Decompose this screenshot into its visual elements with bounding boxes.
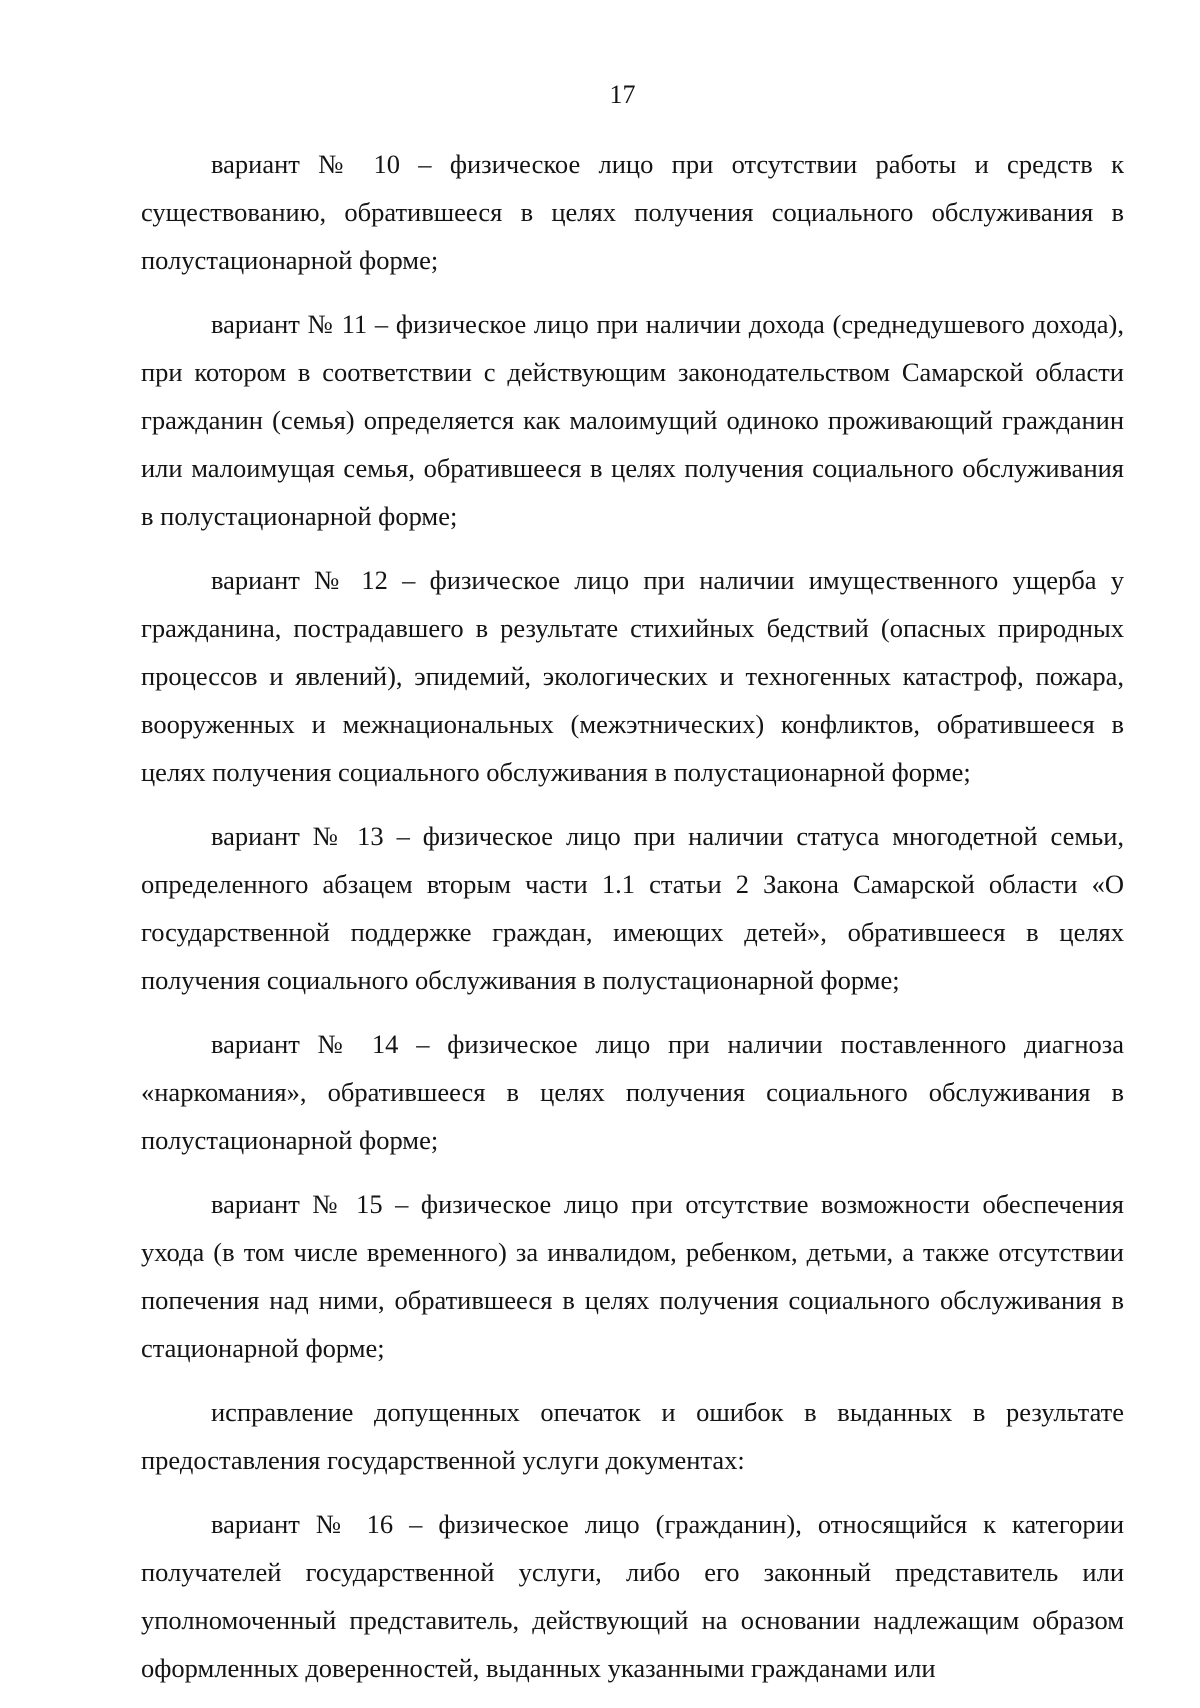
paragraph-variant-16: вариант № 16 – физическое лицо (гражданин), относящийся к категории получателей государственной услуги, либо его законный представитель или уполномоченный представитель, действующий на основании надлежащим образом оформленных доверенностей, выданных указанными гражданами или <box>141 1509 1124 1683</box>
page-number: 17 <box>609 80 636 109</box>
paragraph-variant-10: вариант № 10 – физическое лицо при отсутствии работы и средств к существованию, обратившееся в целях получения социального обслуживания в полустационарной форме; <box>141 149 1124 275</box>
paragraph-variant-14: вариант № 14 – физическое лицо при наличии поставленного диагноза «наркомания», обратившееся в целях получения социального обслуживания в полустационарной форме; <box>141 1029 1124 1155</box>
paragraph-variant-12: вариант № 12 – физическое лицо при наличии имущественного ущерба у гражданина, пострадавшего в результате стихийных бедствий (опасных природных процессов и явлений), эпидемий, экологических и техногенных катастроф, пожара, вооруженных и межнациональных (межэтнических) конфликтов, обратившееся в целях получения социального обслуживания в полустационарной форме; <box>141 565 1124 787</box>
paragraph-variant-11: вариант № 11 – физическое лицо при наличии дохода (среднедушевого дохода), при котором в соответствии с действующим законодательством Самарской области гражданин (семья) определяется как малоимущий одиноко проживающий гражданин или малоимущая семья, обратившееся в целях получения социального обслуживания в полустационарной форме; <box>141 309 1124 531</box>
document-body <box>141 140 1124 1708</box>
paragraph-variant-15: вариант № 15 – физическое лицо при отсутствие возможности обеспечения ухода (в том числе временного) за инвалидом, ребенком, детьми, а также отсутствии попечения над ними, обратившееся в целях получения социального обслуживания в стационарной форме; <box>141 1189 1124 1363</box>
paragraph-corrections-heading: исправление допущенных опечаток и ошибок в выданных в результате предоставления государственной услуги документах: <box>141 1397 1124 1475</box>
paragraph-variant-13: вариант № 13 – физическое лицо при наличии статуса многодетной семьи, определенного абзацем вторым части 1.1 статьи 2 Закона Самарской области «О государственной поддержке граждан, имеющих детей», обратившееся в целях получения социального обслуживания в полустационарной форме; <box>141 821 1124 995</box>
